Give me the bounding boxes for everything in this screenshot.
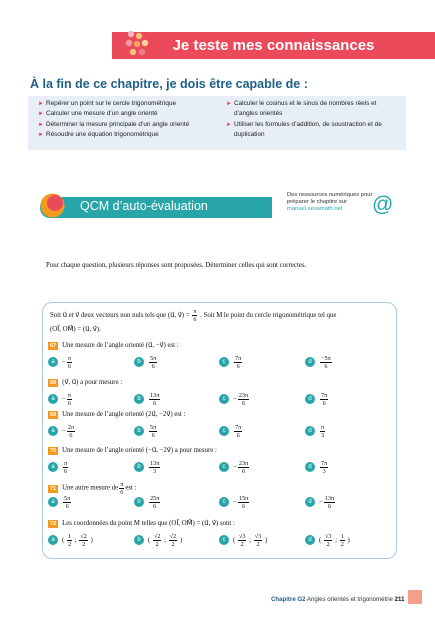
fraction: $\frac{2\pi}{6}$ — [67, 423, 75, 439]
fraction: $\frac{-5\pi}{6}$ — [321, 354, 331, 370]
arrow-icon: ► — [38, 101, 44, 107]
answer-choices — [48, 420, 393, 442]
objectives-right-column — [226, 99, 402, 141]
fraction: $\frac{√3}{2}$ — [324, 532, 332, 548]
fraction: $\frac{23\pi}{6}$ — [238, 391, 249, 407]
question-number-badge: 68 — [50, 380, 57, 386]
answer-option-b[interactable] — [134, 529, 182, 551]
answer-option-a[interactable] — [48, 491, 72, 513]
page-number: 211 — [394, 596, 405, 603]
answer-option-b[interactable] — [134, 420, 158, 442]
answer-option-d[interactable] — [305, 456, 329, 478]
answer-option-c[interactable] — [219, 529, 267, 551]
answer-value — [319, 424, 326, 439]
answer-choices — [48, 388, 393, 410]
fraction: $\frac{\pi}{6}$ — [67, 354, 71, 370]
question-statement — [48, 446, 393, 456]
question-number-badge: 70 — [50, 448, 57, 454]
fraction: $\frac{5\pi}{6}$ — [64, 494, 71, 510]
fraction: $\frac{7\pi}{6}$ — [235, 354, 242, 370]
qcm-title: QCM d’auto-évaluation — [80, 199, 208, 213]
fraction: $\frac{7\pi}{6}$ — [235, 423, 242, 439]
question-text: Une mesure de l’angle orienté (−u⃗, −2v⃗) a pour mesure : — [62, 447, 217, 454]
answer-option-b[interactable] — [134, 491, 161, 513]
answer-value — [319, 460, 329, 475]
option-letter-badge: c — [219, 497, 229, 507]
option-letter-badge: c — [219, 462, 229, 472]
answer-value: ( $\frac{√2}{2}$ ; $\frac{√2}{2}$ ) — [148, 532, 183, 548]
answer-option-a[interactable] — [48, 388, 73, 410]
chapter-banner — [112, 32, 435, 59]
option-letter-badge: b — [134, 357, 144, 367]
fraction: $\frac{\pi}{6}$ — [67, 391, 71, 407]
option-letter-badge: b — [134, 535, 144, 545]
objective-item: ► Résoudre une équation trigonométrique — [38, 130, 218, 140]
objective-item: ► Repérer un point sur le cercle trigonométrique — [38, 99, 218, 109]
question-statement — [48, 378, 393, 388]
objective-item: ► Calculer le cosinus et le sinus de nombres réels et d’angles orientés — [226, 100, 377, 118]
answer-option-c[interactable] — [219, 420, 243, 442]
qcm-intro: Soit u⃗ et v⃗ deux vecteurs non nuls tels que (u⃗, v⃗) = $\frac{\pi}{6}$ . Soit M le point du cercle trigonométrique tel que (OI⃗, OM⃗) = (u⃗, v⃗). — [50, 308, 337, 333]
option-letter-badge: c — [219, 394, 229, 404]
answer-option-a[interactable] — [48, 529, 93, 551]
answer-value: − $\frac{\pi}{6}$ — [62, 391, 71, 407]
option-letter-badge: b — [134, 497, 144, 507]
option-letter-badge: b — [134, 426, 144, 436]
fraction: $\frac{√2}{2}$ — [80, 532, 87, 548]
resources-note: Des ressources numériques pour préparer le chapitre sur manuel.sesamath.net — [287, 192, 373, 213]
answer-value: − $\frac{23\pi}{6}$ — [233, 459, 249, 475]
answer-value: ( $\frac{1}{2}$ ; $\frac{√2}{2}$ ) — [62, 532, 93, 548]
question-text: (v⃗, u⃗) a pour mesure : — [62, 379, 123, 386]
question-68 — [48, 378, 393, 410]
fraction: $\frac{25\pi}{6}$ — [150, 494, 160, 510]
answer-value — [148, 355, 158, 370]
answer-value — [319, 355, 333, 370]
option-letter-badge: c — [219, 426, 229, 436]
fraction: $\frac{√2}{2}$ — [153, 532, 161, 548]
option-letter-badge: c — [219, 357, 229, 367]
answer-value — [319, 392, 329, 407]
fraction: $\frac{13\pi}{6}$ — [150, 391, 160, 407]
objective-item: ► Calculer une mesure d’un angle orienté — [38, 109, 218, 119]
answer-choices — [48, 491, 393, 513]
fraction: $\frac{\pi}{3}$ — [321, 423, 325, 439]
answer-option-c[interactable] — [219, 456, 250, 478]
question-number-badge: 71 — [50, 485, 57, 492]
objective-item: ► Déterminer la mesure principale d’un angle orienté — [38, 120, 218, 130]
option-letter-badge: d — [305, 357, 315, 367]
question-number-badge: 67 — [50, 343, 57, 349]
option-letter-badge: a — [48, 426, 58, 436]
fraction: $\frac{√3}{2}$ — [238, 532, 246, 548]
option-letter-badge: b — [134, 394, 144, 404]
decorative-dots-icon — [125, 30, 151, 60]
objectives-box — [28, 96, 406, 150]
answer-option-d[interactable] — [305, 420, 326, 442]
answer-value: − $\frac{13\pi}{6}$ — [319, 494, 335, 510]
answer-value — [62, 495, 72, 510]
option-letter-badge: a — [48, 497, 58, 507]
option-letter-badge: c — [219, 535, 229, 545]
answer-option-b[interactable] — [134, 456, 161, 478]
fraction: $\frac{1}{2}$ — [67, 532, 72, 548]
answer-value: ( $\frac{√3}{2}$ ; $\frac{1}{2}$ ) — [319, 532, 350, 548]
question-text: Une mesure de l’angle orienté (2u⃗, −2v⃗) est : — [62, 411, 186, 418]
answer-choices — [48, 456, 393, 478]
option-letter-badge: d — [305, 535, 315, 545]
objectives-title: À la fin de ce chapitre, je dois être capable de : — [30, 77, 308, 91]
answer-value: − $\frac{2\pi}{6}$ — [62, 423, 75, 439]
page-tab-marker — [408, 590, 422, 604]
question-69 — [48, 410, 393, 442]
answer-option-b[interactable] — [134, 388, 161, 410]
answer-option-d[interactable] — [305, 491, 336, 513]
at-sign-icon: @ — [372, 193, 394, 216]
answer-value: − $\frac{23\pi}{6}$ — [233, 391, 249, 407]
fraction: $\frac{\pi}{6}$ — [64, 459, 68, 475]
objective-item: ► Utiliser les formules d’addition, de soustraction et de duplication — [226, 120, 382, 139]
fraction: $\frac{7\pi}{3}$ — [321, 459, 328, 475]
fraction: $\frac{√2}{2}$ — [169, 532, 177, 548]
question-70 — [48, 446, 393, 478]
footer-chapter: Chapitre G2 — [271, 596, 306, 603]
answer-value: ( $\frac{√3}{2}$ ; $\frac{√3}{2}$ ) — [233, 532, 268, 548]
answer-option-c[interactable] — [219, 491, 250, 513]
answer-option-c[interactable] — [219, 351, 243, 373]
question-statement — [48, 519, 393, 529]
answer-value — [148, 495, 161, 510]
option-letter-badge: a — [48, 535, 58, 545]
question-71 — [48, 481, 393, 513]
qcm-instruction: Pour chaque question, plusieurs réponses sont proposées. Déterminer celles qui sont correctes. — [46, 262, 307, 269]
answer-option-b[interactable] — [134, 351, 158, 373]
answer-value — [148, 460, 161, 475]
resources-link[interactable]: manuel.sesamath.net — [287, 206, 343, 213]
objectives-left-column — [38, 99, 218, 141]
fraction: $\frac{7\pi}{6}$ — [321, 391, 328, 407]
option-letter-badge: d — [305, 497, 315, 507]
fraction: $\frac{√3}{2}$ — [254, 532, 262, 548]
question-number-badge: 69 — [50, 412, 57, 418]
answer-value — [148, 392, 161, 407]
question-67 — [48, 341, 393, 373]
option-letter-badge: a — [48, 394, 58, 404]
qcm-badge-icon — [40, 193, 65, 218]
answer-choices — [48, 351, 393, 373]
page-footer — [271, 596, 405, 603]
question-statement: 71 Une autre mesure de $\frac{\pi}{6}$ est : — [50, 481, 137, 496]
fraction: $\frac{15\pi}{6}$ — [238, 494, 249, 510]
answer-choices — [48, 529, 393, 551]
fraction: $\frac{\pi}{6}$ — [193, 308, 197, 323]
arrow-icon: ► — [38, 132, 44, 139]
option-letter-badge: d — [305, 426, 315, 436]
answer-option-a[interactable] — [48, 420, 76, 442]
answer-option-d[interactable] — [305, 388, 329, 410]
answer-option-a[interactable] — [48, 351, 73, 373]
banner-title: Je teste mes connaissances — [172, 37, 375, 54]
question-text: Une mesure de l’angle orienté (u⃗, −v⃗) est : — [62, 342, 179, 349]
fraction: $\frac{13\pi}{3}$ — [150, 459, 160, 475]
answer-value — [62, 460, 69, 475]
question-72 — [48, 519, 393, 551]
fraction: $\frac{13\pi}{6}$ — [324, 494, 335, 510]
answer-value: − $\frac{15\pi}{6}$ — [233, 494, 249, 510]
question-statement — [48, 341, 393, 351]
footer-title: Angles orientés et trigonométrie — [306, 596, 393, 603]
answer-value — [233, 424, 243, 439]
answer-option-d[interactable] — [305, 529, 350, 551]
option-letter-badge: a — [48, 462, 58, 472]
arrow-icon: ► — [226, 101, 232, 107]
answer-value: − $\frac{\pi}{6}$ — [62, 354, 71, 370]
answer-value — [233, 355, 243, 370]
option-letter-badge: a — [48, 357, 58, 367]
arrow-icon: ► — [38, 121, 44, 128]
arrow-icon: ► — [38, 111, 44, 118]
answer-option-c[interactable] — [219, 388, 250, 410]
option-letter-badge: d — [305, 462, 315, 472]
fraction: $\frac{5\pi}{6}$ — [150, 354, 157, 370]
question-number-badge: 72 — [50, 521, 57, 527]
option-letter-badge: d — [305, 394, 315, 404]
arrow-icon: ► — [226, 121, 232, 128]
fraction: $\frac{1}{2}$ — [340, 532, 344, 548]
question-statement — [48, 410, 393, 420]
fraction: $\frac{23\pi}{6}$ — [238, 459, 249, 475]
fraction: $\frac{\pi}{6}$ — [120, 481, 124, 496]
question-text: Les coordonnées du point M telles que (OI⃗, OM⃗) = (u⃗, v⃗) sont : — [62, 520, 235, 527]
answer-option-d[interactable] — [305, 351, 333, 373]
answer-value — [148, 424, 158, 439]
answer-option-a[interactable] — [48, 456, 69, 478]
option-letter-badge: b — [134, 462, 144, 472]
fraction: $\frac{5\pi}{6}$ — [150, 423, 157, 439]
